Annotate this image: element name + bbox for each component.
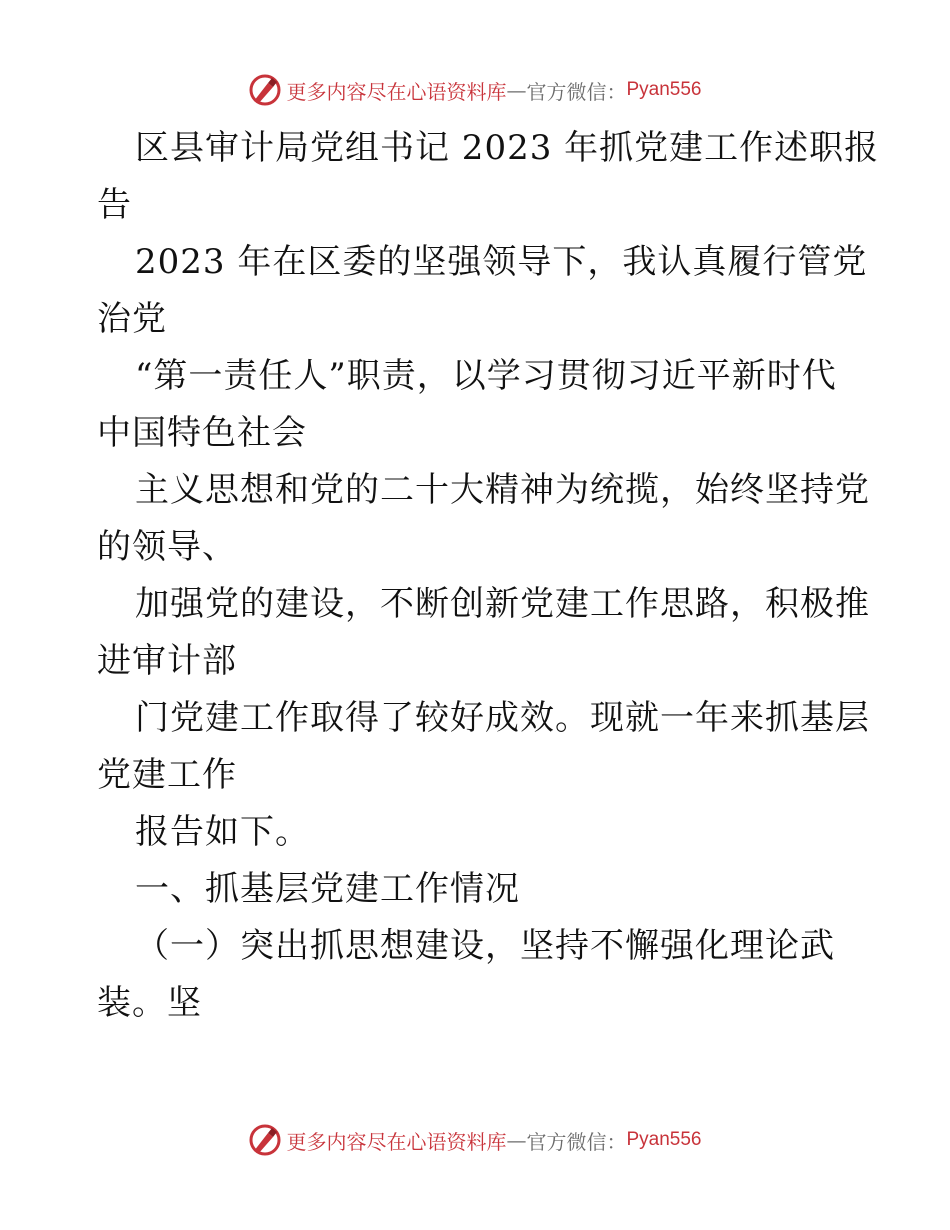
body-line: 党建工作	[97, 755, 237, 795]
body-line: 装。坚	[97, 983, 202, 1023]
body-line: 2023 年在区委的坚强领导下，我认真履行管党	[135, 242, 868, 282]
subsection-heading: （一）突出抓思想建设，坚持不懈强化理论武	[135, 926, 835, 966]
footer-watermark	[0, 1120, 950, 1160]
body-line: 治党	[97, 299, 167, 339]
section-heading: 一、抓基层党建工作情况	[135, 869, 520, 909]
title-line-2: 告	[97, 185, 132, 225]
pen-logo-icon	[248, 73, 282, 107]
watermark-separator: —	[506, 1128, 527, 1152]
body-line: 加强党的建设，不断创新党建工作思路，积极推	[135, 584, 870, 624]
watermark-wechat-id: Pyan556	[626, 1129, 702, 1150]
watermark-wechat-label: 官方微信：	[526, 1129, 627, 1154]
body-line: 门党建工作取得了较好成效。现就一年来抓基层	[135, 698, 870, 738]
body-line: 的领导、	[97, 527, 237, 567]
title-line-1: 区县审计局党组书记 2023 年抓党建工作述职报	[135, 128, 880, 168]
header-watermark	[0, 70, 950, 110]
body-line: 进审计部	[97, 641, 237, 681]
watermark-wechat-label: 官方微信：	[526, 79, 627, 104]
body-line: 中国特色社会	[97, 413, 307, 453]
watermark-text: 更多内容尽在心语资料库	[286, 1129, 507, 1154]
body-line: “第一责任人”职责，以学习贯彻习近平新时代	[135, 356, 837, 396]
watermark-wechat-id: Pyan556	[626, 79, 702, 100]
watermark-text: 更多内容尽在心语资料库	[286, 79, 507, 104]
body-line: 报告如下。	[135, 812, 310, 852]
watermark-separator: —	[506, 78, 527, 102]
pen-logo-icon	[248, 1123, 282, 1157]
document-body	[97, 120, 880, 1032]
body-line: 主义思想和党的二十大精神为统揽，始终坚持党	[135, 470, 870, 510]
